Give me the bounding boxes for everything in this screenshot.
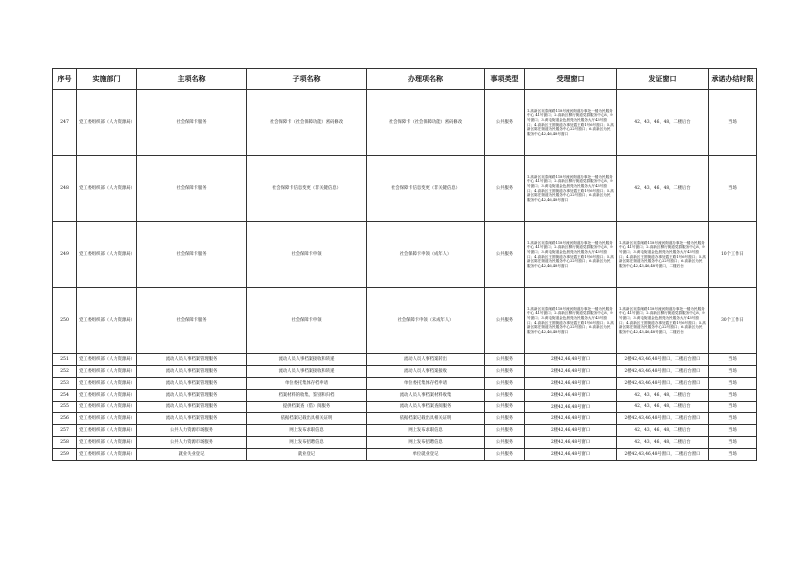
row-no: 249 xyxy=(53,222,77,288)
table-row xyxy=(53,156,757,222)
header-issue: 发证窗口 xyxy=(617,69,709,90)
row-dept: 党工委组织部（人力资源局） xyxy=(77,222,137,288)
table-row xyxy=(53,413,757,425)
row-no: 248 xyxy=(53,156,77,222)
row-no: 258 xyxy=(53,437,77,449)
row-no: 259 xyxy=(53,449,77,461)
row-item: 网上发布招聘信息 xyxy=(367,437,485,449)
row-issue: 2楼42,43,46,48号窗口，二楼后台窗口 xyxy=(617,354,709,366)
row-type: 公共服务 xyxy=(485,288,525,354)
row-main: 公共人力资源市场服务 xyxy=(137,425,247,437)
row-limit: 10个工作日 xyxy=(709,222,757,288)
table-row xyxy=(53,449,757,461)
row-dept: 党工委组织部（人力资源局） xyxy=(77,377,137,389)
row-item: 流动人员人事档案接收 xyxy=(367,365,485,377)
row-item: 社会保障卡申领（成年人） xyxy=(367,222,485,288)
header-main: 主项名称 xyxy=(137,69,247,90)
row-main: 社会保障卡服务 xyxy=(137,90,247,156)
row-accept: 1.高新区吴泰闸路118号流河街道办事处一楼为民服务中心 41号窗口；2.高新区柳行街道党群服务中心8、9号窗口；3.黄屯街道金色晨苑为民服务大厅43号窗口；4.高新区王圆街道办事处霞王路1号6号窗口；5.高新区陈庄街道为民服务中心22号窗口；6.高新区为民服务中心42,46,48号窗口 xyxy=(525,288,617,354)
row-item: 流动人员人事档案转出 xyxy=(367,354,485,366)
table-row xyxy=(53,222,757,288)
row-accept: 1.高新区吴泰闸路118号流河街道办事处一楼为民服务中心 41号窗口；2.高新区柳行街道党群服务中心8、9号窗口；3.黄屯街道金色晨苑为民服务大厅43号窗口；4.高新区王圆街道办事处霞王路1号6号窗口；5.高新区陈庄街道为民服务中心22号窗口；6.高新区为民服务中心42,46,48号窗口 xyxy=(525,90,617,156)
row-limit: 当场 xyxy=(709,365,757,377)
header-dept: 实施部门 xyxy=(77,69,137,90)
row-type: 公共服务 xyxy=(485,437,525,449)
header-row xyxy=(53,69,757,90)
row-main: 就业失业登记 xyxy=(137,449,247,461)
row-type: 公共服务 xyxy=(485,365,525,377)
row-main: 流动人员人事档案管理服务 xyxy=(137,354,247,366)
row-sub: 社会保障卡申领 xyxy=(247,288,367,354)
row-sub: 网上发布求职信息 xyxy=(247,425,367,437)
row-limit: 当场 xyxy=(709,377,757,389)
row-type: 公共服务 xyxy=(485,401,525,413)
table-row xyxy=(53,389,757,401)
row-accept: 2楼42,46,48号窗口 xyxy=(525,449,617,461)
row-item: 流动人员人事档案材料收集 xyxy=(367,389,485,401)
row-sub: 档案材料的收集、鉴别和归档 xyxy=(247,389,367,401)
row-no: 255 xyxy=(53,401,77,413)
row-limit: 当场 xyxy=(709,413,757,425)
row-issue: 42、43、46、48，二楼后台 xyxy=(617,389,709,401)
row-issue: 2楼42,43,46,48号窗口，二楼后台窗口 xyxy=(617,449,709,461)
header-limit: 承诺办结时限 xyxy=(709,69,757,90)
table-row xyxy=(53,288,757,354)
row-sub: 提供档案查（借）阅服务 xyxy=(247,401,367,413)
service-table xyxy=(52,68,757,461)
row-accept: 2楼42,46,48号窗口 xyxy=(525,425,617,437)
row-issue: 2楼42,43,46,48号窗口，二楼后台窗口 xyxy=(617,413,709,425)
row-sub: 依据档案记载出具相关证明 xyxy=(247,413,367,425)
row-no: 257 xyxy=(53,425,77,437)
row-issue: 42、43、46、48，二楼后台 xyxy=(617,156,709,222)
row-item: 社会保障卡申领（未成年人） xyxy=(367,288,485,354)
table-row xyxy=(53,425,757,437)
row-dept: 党工委组织部（人力资源局） xyxy=(77,90,137,156)
row-no: 256 xyxy=(53,413,77,425)
row-no: 253 xyxy=(53,377,77,389)
table-row xyxy=(53,90,757,156)
row-no: 251 xyxy=(53,354,77,366)
row-item: 网上发布求职信息 xyxy=(367,425,485,437)
row-issue: 42、43、46、48，二楼后台 xyxy=(617,425,709,437)
row-type: 公共服务 xyxy=(485,389,525,401)
row-dept: 党工委组织部（人力资源局） xyxy=(77,365,137,377)
row-item: 社会保障卡信息变更（非关键信息） xyxy=(367,156,485,222)
row-no: 254 xyxy=(53,389,77,401)
row-limit: 30个工作日 xyxy=(709,288,757,354)
row-main: 流动人员人事档案管理服务 xyxy=(137,365,247,377)
row-type: 公共服务 xyxy=(485,354,525,366)
row-main: 社会保障卡服务 xyxy=(137,222,247,288)
row-dept: 党工委组织部（人力资源局） xyxy=(77,354,137,366)
row-limit: 当场 xyxy=(709,449,757,461)
row-issue: 1.高新区吴泰闸路118号流河街道办事处一楼为民服务中心 41号窗口；2.高新区柳行街道党群服务中心8、9号窗口；3.黄屯街道金色晨苑为民服务大厅43号窗口；4.高新区王圆街道办事处霞王路1号6号窗口；5.高新区陈庄街道为民服务中心22号窗口；6.高新区为民服务中心42,43,46,48号窗口，二楼后台 xyxy=(617,288,709,354)
row-main: 流动人员人事档案管理服务 xyxy=(137,389,247,401)
row-limit: 当场 xyxy=(709,401,757,413)
row-type: 公共服务 xyxy=(485,90,525,156)
row-dept: 党工委组织部（人力资源局） xyxy=(77,449,137,461)
row-type: 公共服务 xyxy=(485,425,525,437)
service-table-sheet xyxy=(52,68,756,461)
row-issue: 42、43、46、48，二楼后台 xyxy=(617,401,709,413)
row-dept: 党工委组织部（人力资源局） xyxy=(77,156,137,222)
row-sub: 社会保障卡信息变更（非关键信息） xyxy=(247,156,367,222)
row-issue: 1.高新区吴泰闸路118号流河街道办事处一楼为民服务中心 41号窗口；2.高新区柳行街道党群服务中心8、9号窗口；3.黄屯街道金色晨苑为民服务大厅43号窗口；4.高新区王圆街道办事处霞王路1号6号窗口；5.高新区陈庄街道为民服务中心22号窗口；6.高新区为民服务中心42,43,46,48号窗口，二楼后台 xyxy=(617,222,709,288)
row-dept: 党工委组织部（人力资源局） xyxy=(77,413,137,425)
row-no: 247 xyxy=(53,90,77,156)
row-dept: 党工委组织部（人力资源局） xyxy=(77,425,137,437)
row-main: 社会保障卡服务 xyxy=(137,156,247,222)
header-item: 办理项名称 xyxy=(367,69,485,90)
row-limit: 当场 xyxy=(709,354,757,366)
row-accept: 2楼42,46,48号窗口 xyxy=(525,377,617,389)
row-limit: 当场 xyxy=(709,389,757,401)
row-accept: 2楼42,46,48号窗口 xyxy=(525,354,617,366)
row-type: 公共服务 xyxy=(485,413,525,425)
row-sub: 社会保障卡（社会保障功能）密码修改 xyxy=(247,90,367,156)
row-accept: 2楼42,46,48号窗口 xyxy=(525,365,617,377)
row-main: 公共人力资源市场服务 xyxy=(137,437,247,449)
row-item: 依据档案记载出具相关证明 xyxy=(367,413,485,425)
row-limit: 当场 xyxy=(709,156,757,222)
row-no: 250 xyxy=(53,288,77,354)
row-issue: 2楼42,43,46,48号窗口，二楼后台窗口 xyxy=(617,377,709,389)
table-row xyxy=(53,437,757,449)
row-no: 252 xyxy=(53,365,77,377)
row-dept: 党工委组织部（人力资源局） xyxy=(77,389,137,401)
row-dept: 党工委组织部（人力资源局） xyxy=(77,401,137,413)
table-row xyxy=(53,354,757,366)
row-main: 流动人员人事档案管理服务 xyxy=(137,413,247,425)
row-sub: 就业登记 xyxy=(247,449,367,461)
table-row xyxy=(53,401,757,413)
row-type: 公共服务 xyxy=(485,222,525,288)
row-issue: 42、43、46、48，二楼后台 xyxy=(617,437,709,449)
row-main: 社会保障卡服务 xyxy=(137,288,247,354)
row-sub: 网上发布招聘信息 xyxy=(247,437,367,449)
row-sub: 流动人员人事档案接收和转递 xyxy=(247,354,367,366)
row-main: 流动人员人事档案管理服务 xyxy=(137,401,247,413)
row-main: 流动人员人事档案管理服务 xyxy=(137,377,247,389)
row-item: 社会保障卡（社会保障功能）密码修改 xyxy=(367,90,485,156)
row-limit: 当场 xyxy=(709,90,757,156)
header-type: 事项类型 xyxy=(485,69,525,90)
row-accept: 2楼42,46,48号窗口 xyxy=(525,413,617,425)
table-row xyxy=(53,377,757,389)
row-issue: 2楼42,43,46,48号窗口，二楼后台窗口 xyxy=(617,365,709,377)
row-type: 公共服务 xyxy=(485,377,525,389)
row-sub: 单位委托集体存档申请 xyxy=(247,377,367,389)
header-accept: 受理窗口 xyxy=(525,69,617,90)
row-accept: 2楼42,46,48号窗口 xyxy=(525,437,617,449)
header-no: 序号 xyxy=(53,69,77,90)
row-limit: 当场 xyxy=(709,425,757,437)
table-row xyxy=(53,365,757,377)
row-issue: 42、43、46、48，二楼后台 xyxy=(617,90,709,156)
row-limit: 当场 xyxy=(709,437,757,449)
row-accept: 2楼42,46,48号窗口 xyxy=(525,389,617,401)
header-sub: 子项名称 xyxy=(247,69,367,90)
row-accept: 2楼42,46,48号窗口 xyxy=(525,401,617,413)
row-dept: 党工委组织部（人力资源局） xyxy=(77,288,137,354)
row-sub: 社会保障卡申领 xyxy=(247,222,367,288)
row-item: 流动人员人事档案查阅服务 xyxy=(367,401,485,413)
row-dept: 党工委组织部（人力资源局） xyxy=(77,437,137,449)
row-item: 单位就业登记 xyxy=(367,449,485,461)
row-type: 公共服务 xyxy=(485,449,525,461)
row-accept: 1.高新区吴泰闸路118号流河街道办事处一楼为民服务中心 41号窗口；2.高新区柳行街道党群服务中心8、9号窗口；3.黄屯街道金色晨苑为民服务大厅43号窗口；4.高新区王圆街道办事处霞王路1号6号窗口；5.高新区陈庄街道为民服务中心22号窗口；6.高新区为民服务中心42,46,48号窗口 xyxy=(525,156,617,222)
row-type: 公共服务 xyxy=(485,156,525,222)
row-accept: 1.高新区吴泰闸路118号流河街道办事处一楼为民服务中心 41号窗口；2.高新区柳行街道党群服务中心8、9号窗口；3.黄屯街道金色晨苑为民服务大厅43号窗口；4.高新区王圆街道办事处霞王路1号6号窗口；5.高新区陈庄街道为民服务中心22号窗口；6.高新区为民服务中心42,46,48号窗口 xyxy=(525,222,617,288)
row-item: 单位委托集体存档申请 xyxy=(367,377,485,389)
row-sub: 流动人员人事档案接收和转递 xyxy=(247,365,367,377)
